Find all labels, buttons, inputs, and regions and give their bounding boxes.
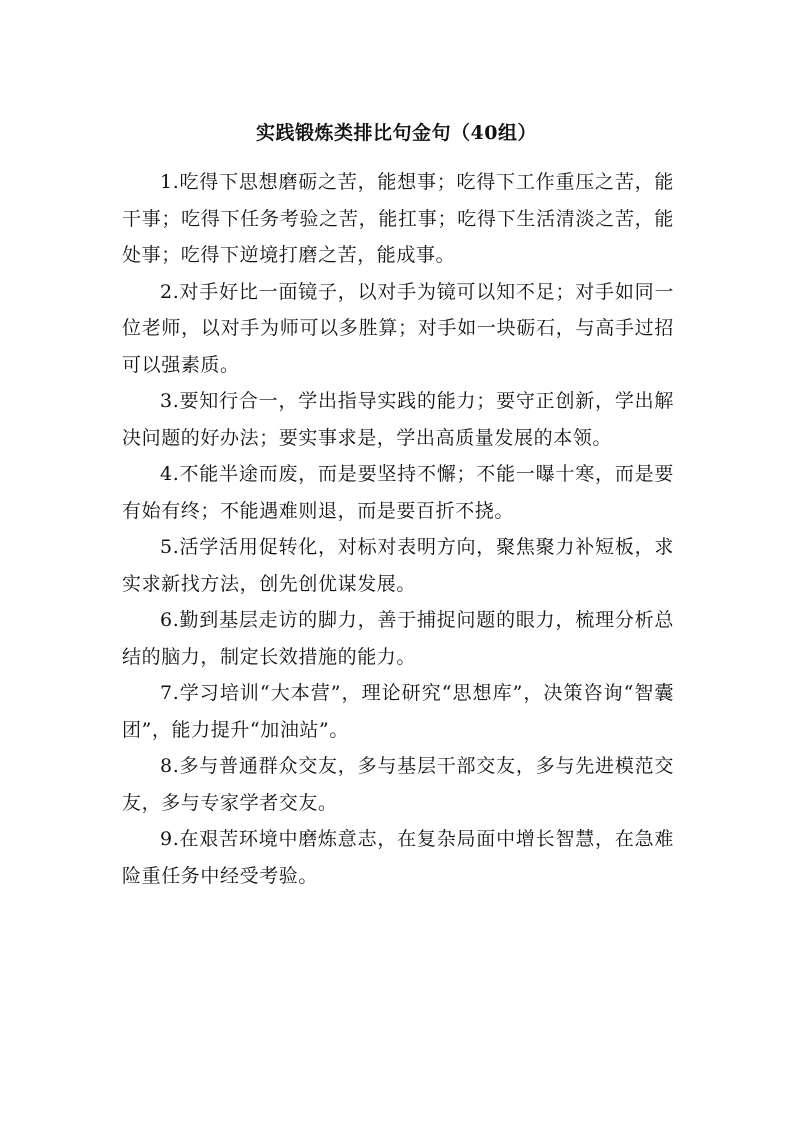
paragraph-7: 7.学习培训“大本营”，理论研究“思想库”，决策咨询“智囊团”，能力提升“加油站”。 xyxy=(122,682,674,741)
paragraph-2: 2.对手好比一面镜子，以对手为镜可以知不足；对手如同一位老师，以对手为师可以多胜算；对手如一块砺石，与高手过招可以强素质。 xyxy=(122,280,674,376)
paragraph-6: 6.勤到基层走访的脚力，善于捕捉问题的眼力，梳理分析总结的脑力，制定长效措施的能力。 xyxy=(122,609,674,668)
paragraph-8: 8.多与普通群众交友，多与基层干部交友，多与先进模范交友，多与专家学者交友。 xyxy=(122,755,674,814)
paragraph-5: 5.活学活用促转化，对标对表明方向，聚焦聚力补短板，求实求新找方法，创先创优谋发展。 xyxy=(122,536,674,595)
document-body xyxy=(122,164,674,894)
paragraph-3: 3.要知行合一，学出指导实践的能力；要守正创新，学出解决问题的好办法；要实事求是，学出高质量发展的本领。 xyxy=(122,390,674,449)
paragraph-9: 9.在艰苦环境中磨炼意志，在复杂局面中增长智慧，在急难险重任务中经受考验。 xyxy=(122,828,674,887)
paragraph-4: 4.不能半途而废，而是要坚持不懈；不能一曝十寒，而是要有始有终；不能遇难则退，而是要百折不挠。 xyxy=(122,463,674,522)
paragraph-1: 1.吃得下思想磨砺之苦，能想事；吃得下工作重压之苦，能干事；吃得下任务考验之苦，能扛事；吃得下生活清淡之苦，能处事；吃得下逆境打磨之苦，能成事。 xyxy=(122,171,674,266)
document-title: 实践锻炼类排比句金句（40组） xyxy=(256,122,537,144)
